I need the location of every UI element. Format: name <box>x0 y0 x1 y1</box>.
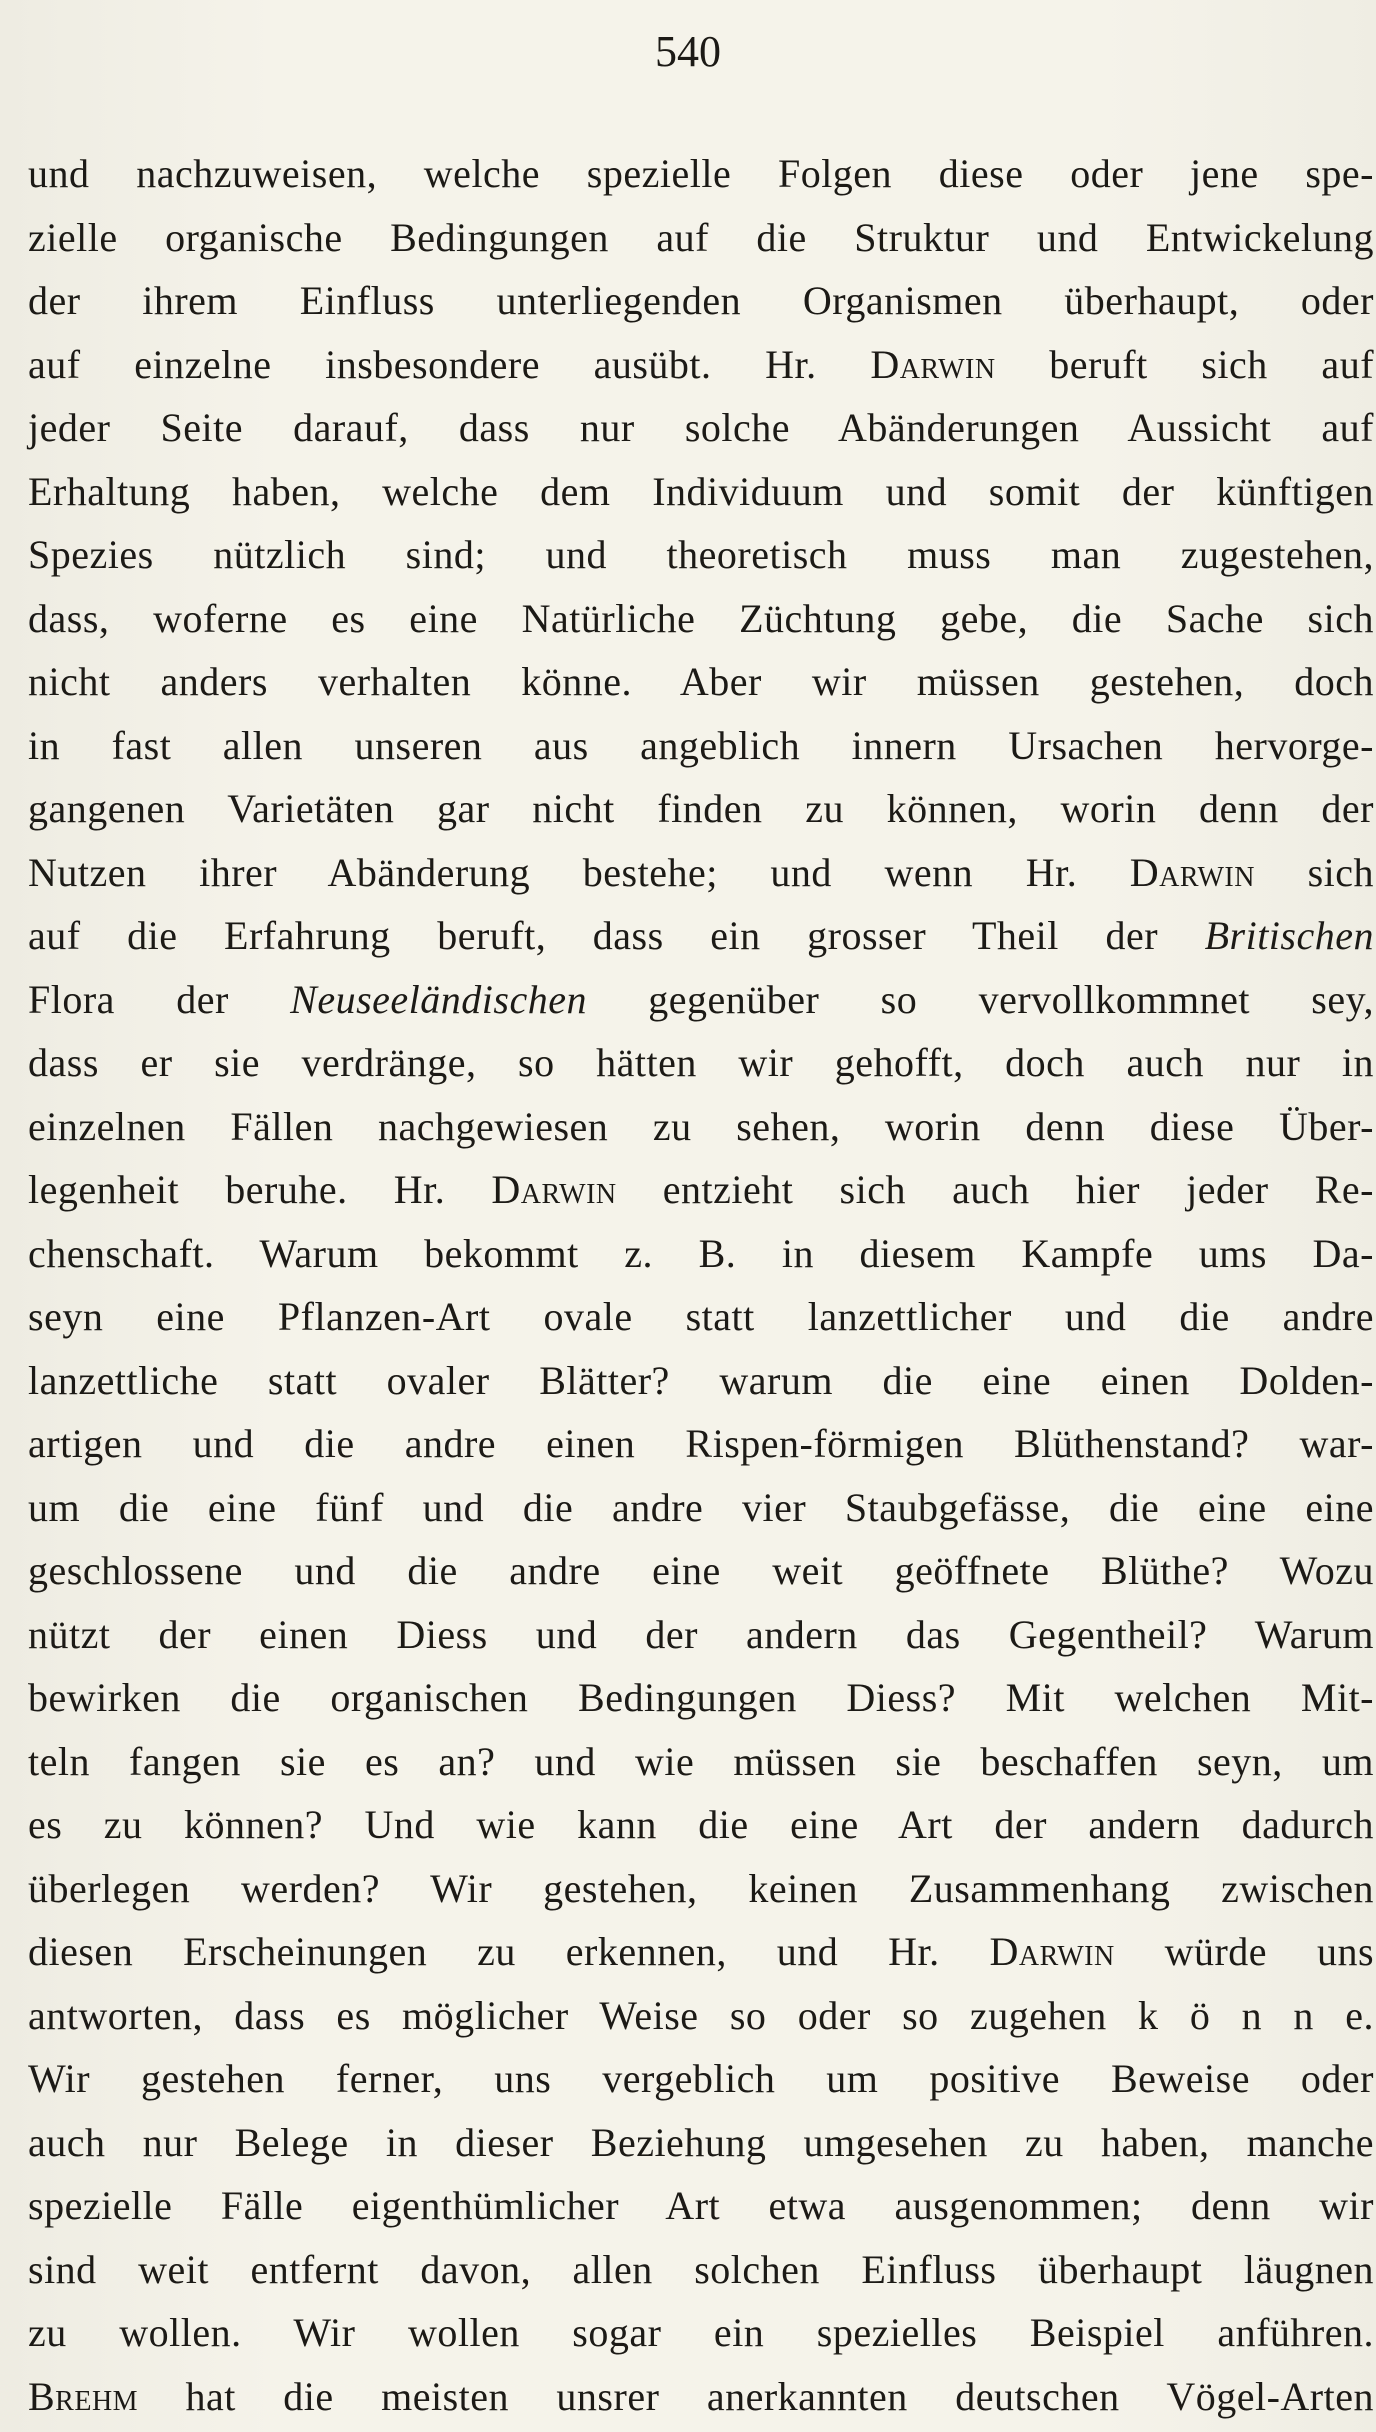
text-run: Wir gestehen ferner, uns vergeblich um positive Beweise oder <box>28 2056 1374 2101</box>
text-line <box>28 396 1374 460</box>
text-line <box>28 1984 1374 2048</box>
text-run: beruft sich auf <box>995 341 1375 387</box>
author-name: Darwin <box>491 1167 617 1212</box>
text-run: auch nur Belege in dieser Beziehung umgesehen zu haben, manche <box>28 2119 1374 2165</box>
text-line <box>28 904 1374 968</box>
author-name: Darwin <box>1129 849 1255 895</box>
text-line <box>28 2174 1374 2238</box>
text-run: Nutzen ihrer Abänderung bestehe; und wenn Hr. <box>28 849 1130 895</box>
text-run: bewirken die organischen Bedingungen Diess? Mit welchen Mit- <box>28 1675 1374 1720</box>
text-run: lanzettliche statt ovaler Blätter? warum die eine einen Dolden- <box>28 1357 1374 1403</box>
text-line <box>28 968 1374 1032</box>
text-run: artigen und die andre einen Rispen-förmigen Blüthenstand? war- <box>28 1421 1374 1466</box>
text-run: seyn eine Pflanzen-Art ovale statt lanzettlicher und die andre <box>28 1294 1374 1339</box>
text-run: zielle organische Bedingungen auf die Struktur und Entwickelung <box>28 214 1374 260</box>
text-line <box>28 1920 1374 1984</box>
text-run: nützt der einen Diess und der andern das Gegentheil? Warum <box>28 1611 1374 1657</box>
text-line <box>28 841 1374 905</box>
text-run: auf einzelne insbesondere ausübt. Hr. <box>28 341 871 387</box>
text-run: jeder Seite darauf, dass nur solche Abänderungen Aussicht auf <box>28 405 1374 450</box>
text-run: antworten, dass es möglicher Weise so oder so zugehen k ö n n e. <box>28 1992 1374 2038</box>
text-line <box>28 142 1374 206</box>
text-run: zu wollen. Wir wollen sogar ein spezielles Beispiel anführen. <box>28 2310 1374 2355</box>
text-line <box>28 523 1374 587</box>
text-run: einzelnen Fällen nachgewiesen zu sehen, worin denn diese Über- <box>28 1103 1374 1149</box>
text-run: diesen Erscheinungen zu erkennen, und Hr. <box>28 1929 990 1974</box>
text-run: gangenen Varietäten gar nicht finden zu können, worin denn der <box>28 786 1374 831</box>
text-line <box>28 2301 1374 2365</box>
text-line <box>28 1666 1374 1730</box>
text-run: dass er sie verdränge, so hätten wir gehofft, doch auch nur in <box>28 1040 1374 1085</box>
text-line <box>28 714 1374 778</box>
text-line <box>28 1603 1374 1667</box>
text-run: chenschaft. Warum bekommt z. B. in diesem Kampfe ums Da- <box>28 1230 1374 1276</box>
text-line <box>28 1412 1374 1476</box>
text-line <box>28 1031 1374 1095</box>
text-line <box>28 1476 1374 1540</box>
text-run: entzieht sich auch hier jeder Re- <box>616 1167 1374 1212</box>
text-run: auf die Erfahrung beruft, dass ein grosser Theil der <box>28 913 1205 958</box>
text-run: gegenüber so vervollkommnet sey, <box>586 976 1375 1022</box>
text-line <box>28 206 1374 270</box>
italic-term: Britischen <box>1204 913 1374 958</box>
text-run: teln fangen sie es an? und wie müssen sie beschaffen seyn, um <box>28 1738 1374 1784</box>
text-run: würde uns <box>1114 1929 1375 1974</box>
text-line <box>28 1285 1374 1349</box>
text-run: nicht anders verhalten könne. Aber wir müssen gestehen, doch <box>28 659 1374 704</box>
body-text <box>28 142 1374 2428</box>
page-number: 540 <box>655 27 721 76</box>
italic-term: Neuseeländischen <box>290 976 587 1022</box>
text-run: sich <box>1254 849 1374 895</box>
text-line <box>28 2047 1374 2111</box>
text-line <box>28 1222 1374 1286</box>
text-run: der ihrem Einfluss unterliegenden Organismen überhaupt, oder <box>28 278 1374 323</box>
text-line <box>28 1539 1374 1603</box>
text-line <box>28 2365 1374 2429</box>
text-run: hat die meisten unsrer anerkannten deutschen Vögel-Arten <box>138 2373 1374 2419</box>
author-name: Brehm <box>28 2373 139 2419</box>
text-line <box>28 1095 1374 1159</box>
text-run: dass, woferne es eine Natürliche Züchtung gebe, die Sache sich <box>28 595 1374 641</box>
text-line <box>28 777 1374 841</box>
text-run: und nachzuweisen, welche spezielle Folgen diese oder jene spe- <box>28 151 1374 196</box>
text-line <box>28 2111 1374 2175</box>
text-run: legenheit beruhe. Hr. <box>28 1167 492 1212</box>
text-line <box>28 650 1374 714</box>
text-run: um die eine fünf und die andre vier Staubgefässe, die eine eine <box>28 1484 1374 1530</box>
text-line <box>28 2238 1374 2302</box>
text-line <box>28 1730 1374 1794</box>
text-run: in fast allen unseren aus angeblich innern Ursachen hervorge- <box>28 722 1374 768</box>
text-line <box>28 1158 1374 1222</box>
text-run: es zu können? Und wie kann die eine Art der andern dadurch <box>28 1802 1374 1847</box>
text-line <box>28 1793 1374 1857</box>
text-run: überlegen werden? Wir gestehen, keinen Zusammenhang zwischen <box>28 1865 1374 1911</box>
text-run: spezielle Fälle eigenthümlicher Art etwa ausgenommen; denn wir <box>28 2183 1374 2228</box>
text-run: geschlossene und die andre eine weit geöffnete Blüthe? Wozu <box>28 1548 1374 1593</box>
text-run: sind weit entfernt davon, allen solchen Einfluss überhaupt läugnen <box>28 2246 1374 2292</box>
text-line <box>28 269 1374 333</box>
text-run: Erhaltung haben, welche dem Individuum und somit der künftigen <box>28 468 1374 514</box>
text-line <box>28 1857 1374 1921</box>
text-run: Spezies nützlich sind; und theoretisch muss man zugestehen, <box>28 532 1374 577</box>
text-line <box>28 460 1374 524</box>
author-name: Darwin <box>989 1929 1115 1974</box>
text-line <box>28 333 1374 397</box>
text-line <box>28 1349 1374 1413</box>
text-run: Flora der <box>28 976 291 1022</box>
text-line <box>28 587 1374 651</box>
author-name: Darwin <box>870 341 996 387</box>
